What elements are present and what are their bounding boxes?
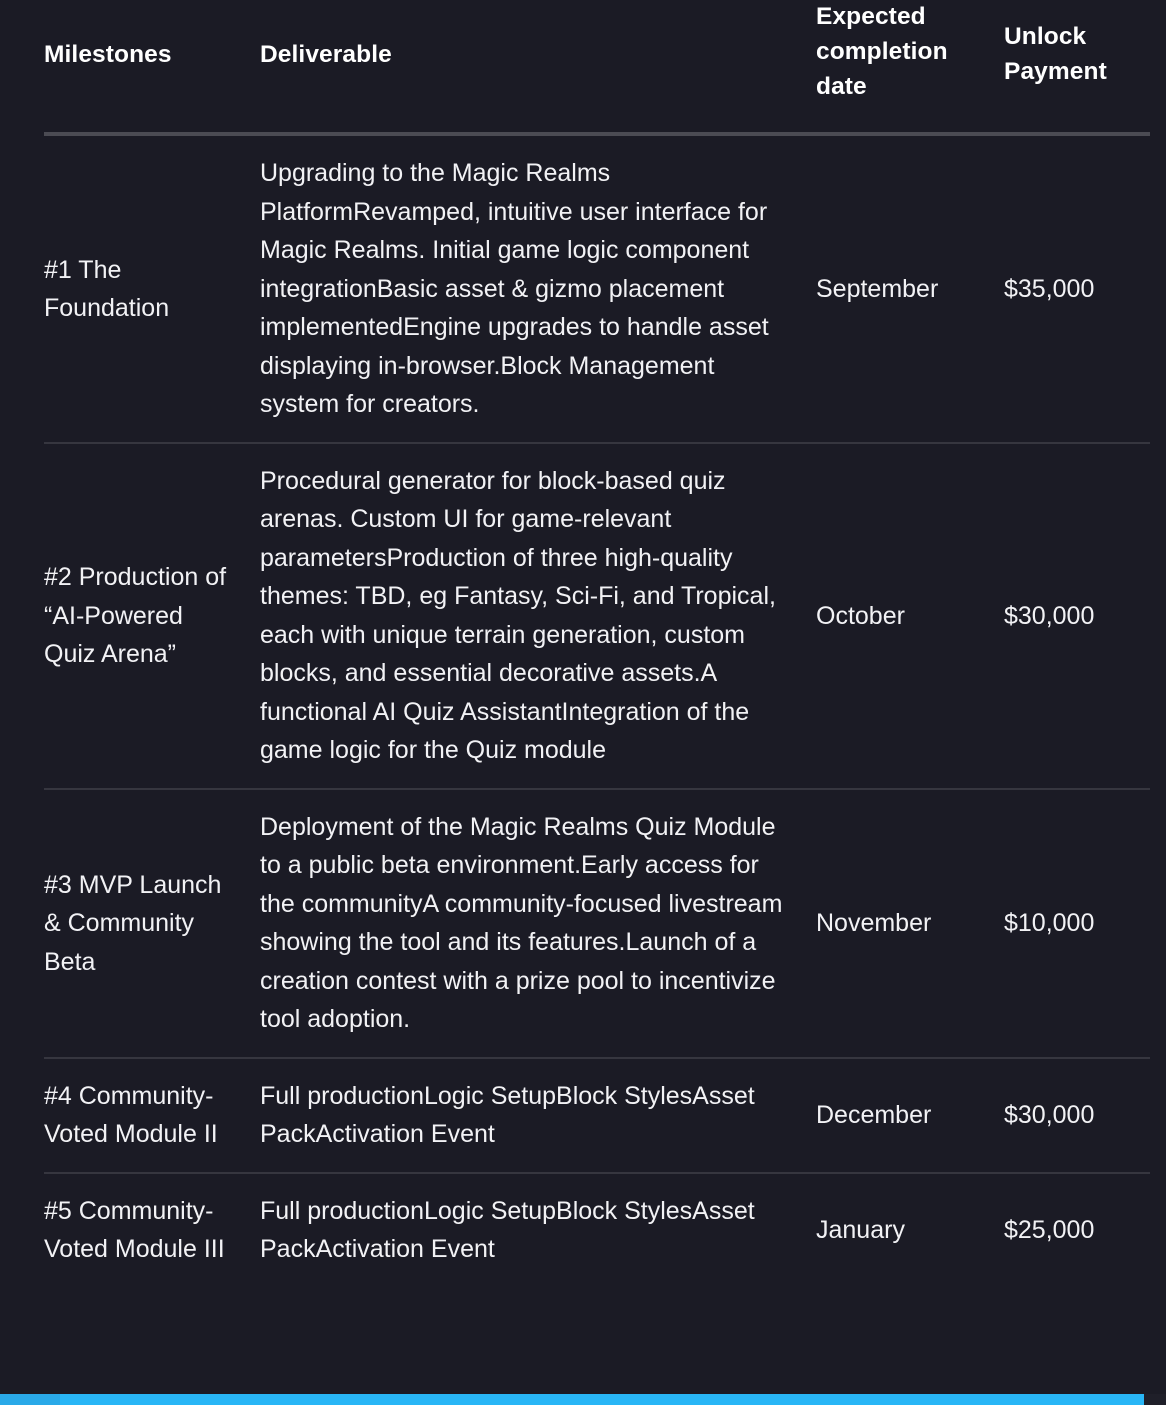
cell-deliverable: Deployment of the Magic Realms Quiz Module to a public beta environment.Early access for the communityA community-focused livestream showing the tool and its features.Launch of a creation contest with a prize pool to incentivize tool adoption. [260,789,816,1058]
cell-payment: $35,000 [1004,134,1150,443]
table-row [44,134,1150,443]
cell-milestone: #3 MVP Launch & Community Beta [44,789,260,1058]
cell-payment: $25,000 [1004,1216,1095,1245]
bottom-accent-bar [0,1391,1166,1405]
accent-bar-fill [0,1394,1166,1405]
table-row [44,1173,1150,1287]
cell-milestone: #4 Community-Voted Module II [44,1058,260,1173]
accent-bar-right-cap [1144,1394,1166,1405]
cell-date: October [816,443,1004,789]
cell-payment: $30,000 [1004,1058,1150,1173]
cell-milestone: #5 Community-Voted Module III [44,1196,225,1264]
cell-date: January [816,1216,905,1245]
column-header-expected-completion-date: Expected completion date [816,0,1004,134]
table-header [44,0,1150,134]
table-row [44,443,1150,789]
cell-milestone: #2 Production of “AI-Powered Quiz Arena” [44,443,260,789]
cell-deliverable: Upgrading to the Magic Realms PlatformRevamped, intuitive user interface for Magic Realms. Initial game logic component integrationBasic asset & gizmo placement implementedEngine upgrades to handle asset displaying in-browser.Block Management system for creators. [260,134,816,443]
table-row [44,789,1150,1058]
column-header-unlock-payment: Unlock Payment [1004,0,1150,134]
milestones-table-container [44,0,1150,1287]
accent-bar-left-cap [0,1394,60,1405]
column-header-deliverable: Deliverable [260,0,816,134]
cell-deliverable: Full productionLogic SetupBlock StylesAsset PackActivation Event [260,1058,816,1173]
cell-date: December [816,1058,1004,1173]
table-row [44,1058,1150,1173]
cell-milestone: #1 The Foundation [44,134,260,443]
cell-payment: $30,000 [1004,443,1150,789]
cell-date: September [816,134,1004,443]
cell-deliverable: Procedural generator for block-based quiz arenas. Custom UI for game-relevant parametersProduction of three high-quality themes: TBD, eg Fantasy, Sci-Fi, and Tropical, each with unique terrain generation, custom blocks, and essential decorative assets.A functional AI Quiz AssistantIntegration of the game logic for the Quiz module [260,443,816,789]
cell-date: November [816,789,1004,1058]
cell-payment: $10,000 [1004,789,1150,1058]
table-body [44,134,1150,1287]
table-header-row [44,0,1150,134]
milestones-table [44,0,1150,1287]
column-header-milestones: Milestones [44,0,260,134]
cell-deliverable: Full productionLogic SetupBlock StylesAsset PackActivation Event [260,1196,755,1264]
